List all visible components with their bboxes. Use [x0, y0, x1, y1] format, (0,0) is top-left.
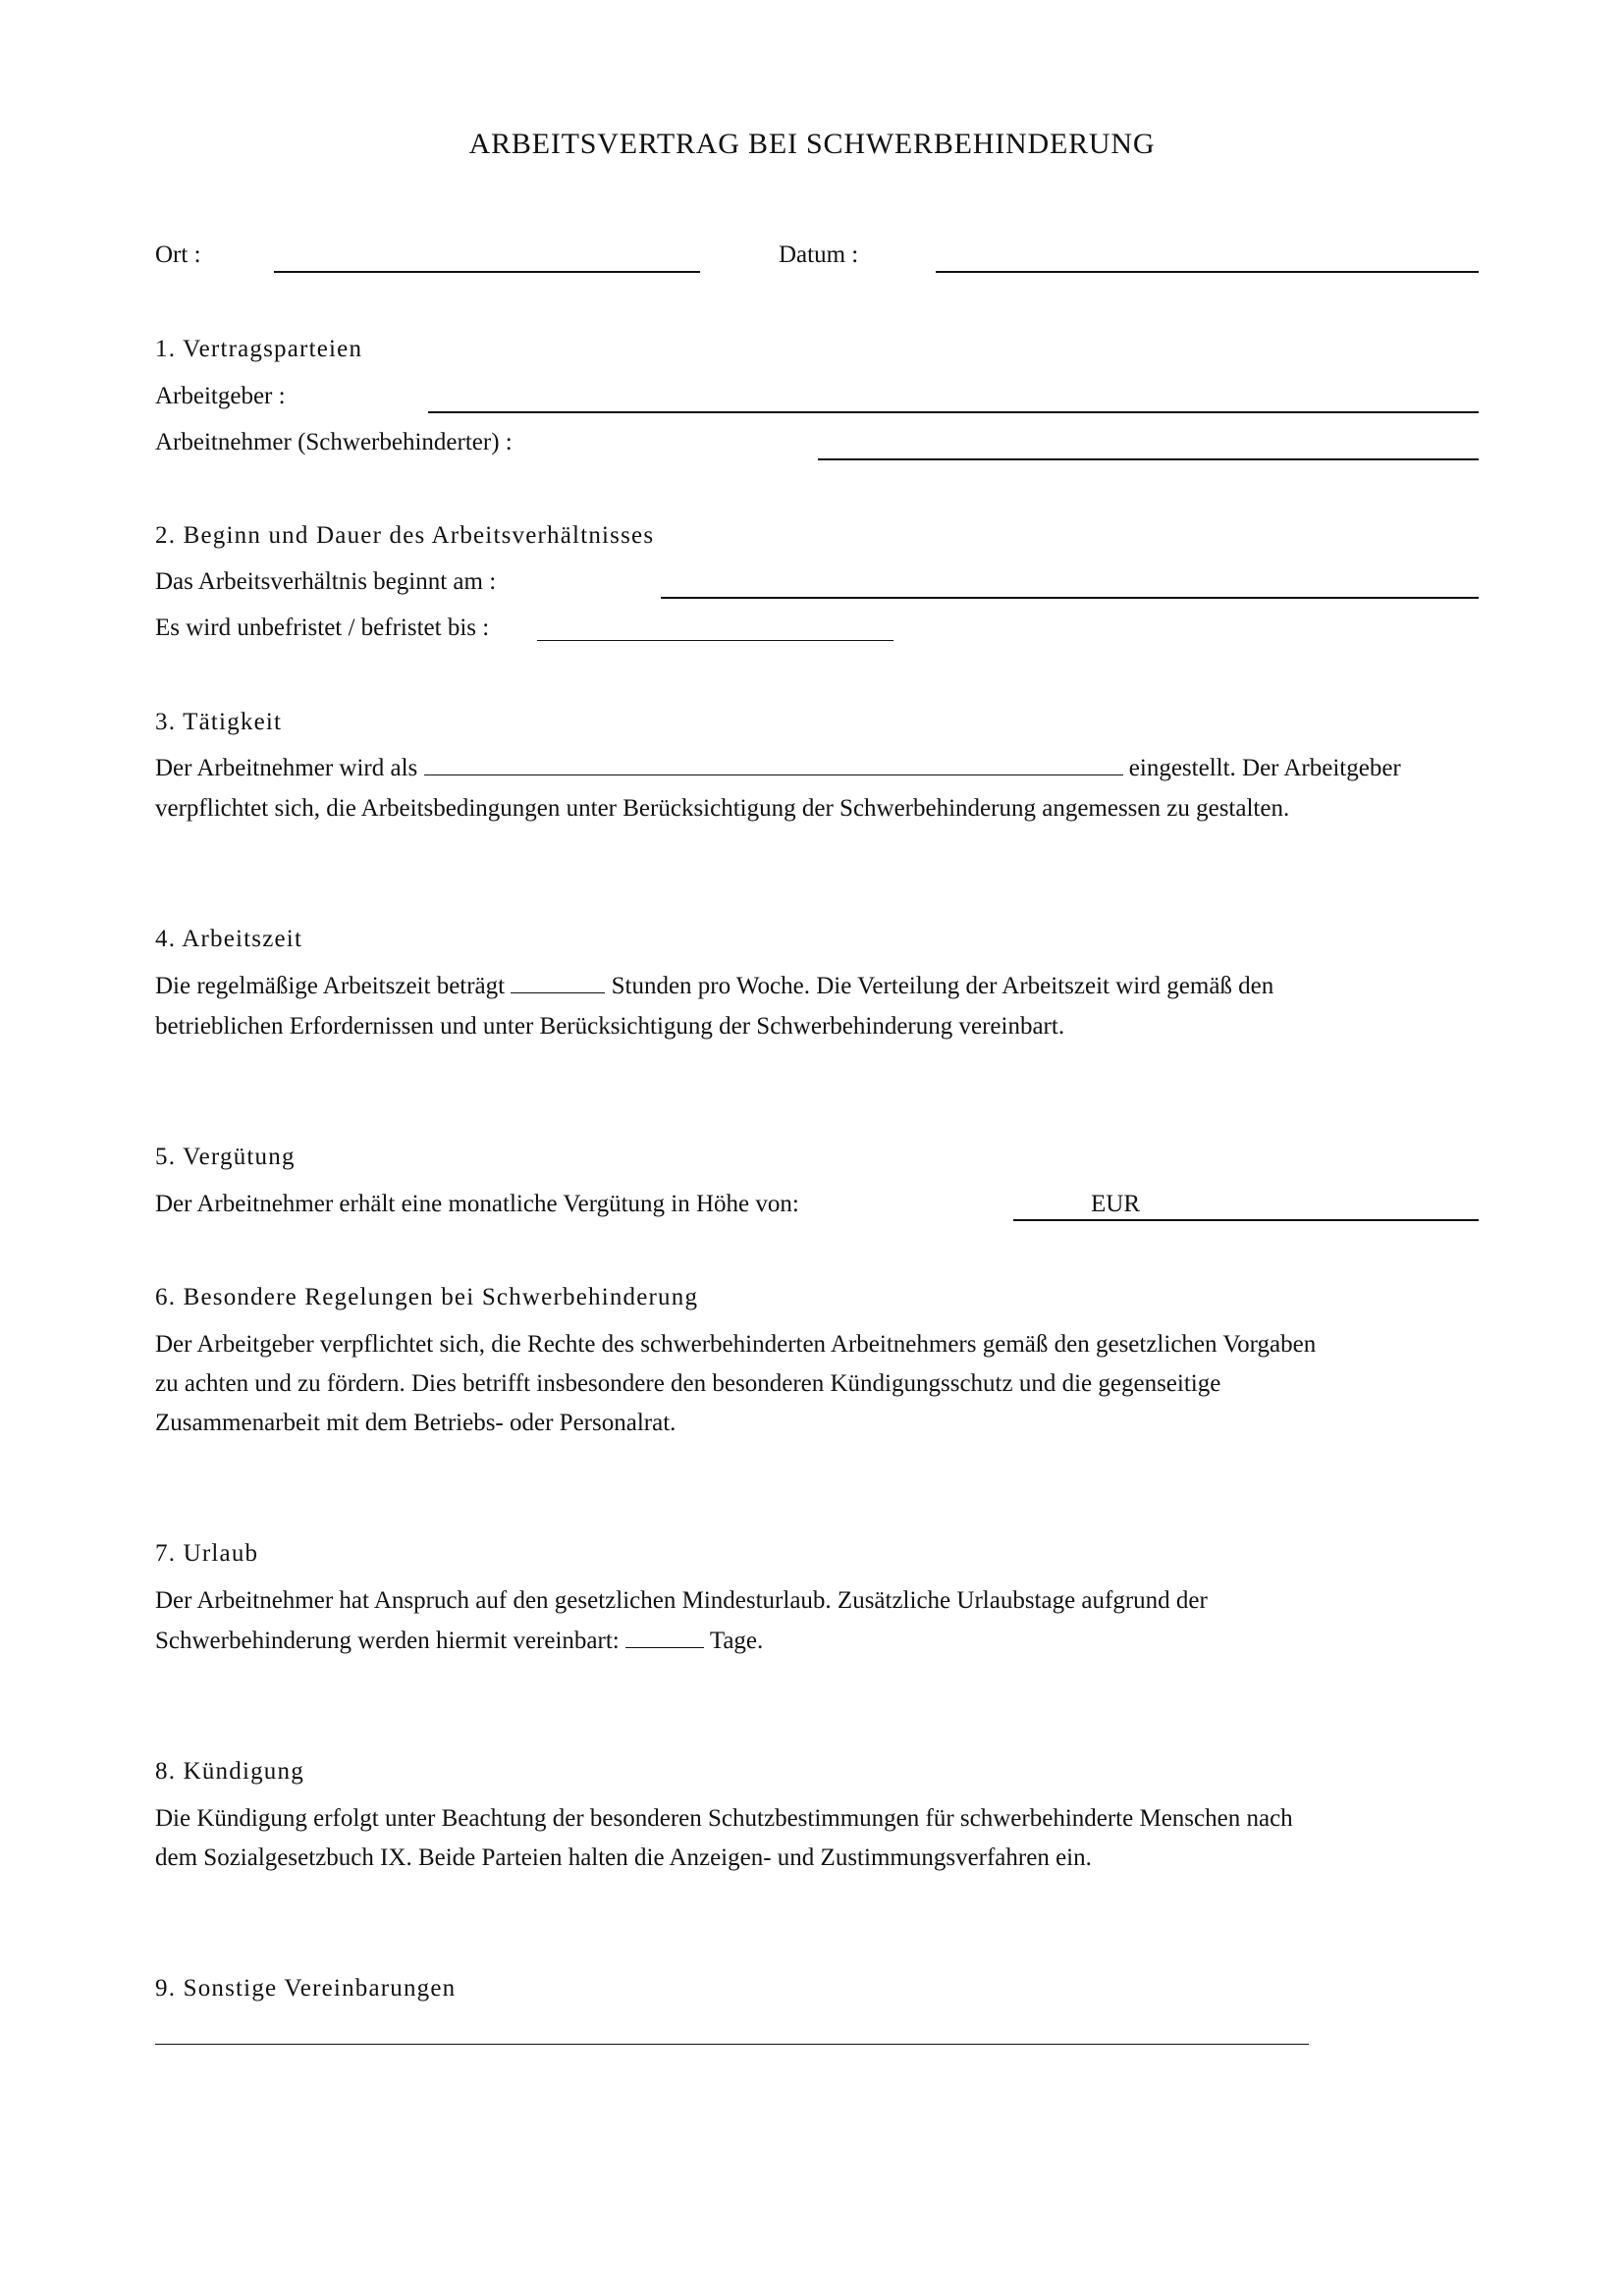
section-6-heading: 6. Besondere Regelungen bei Schwerbehinderung	[155, 1284, 699, 1310]
befristet-field[interactable]	[537, 640, 893, 641]
verguetung-text: Der Arbeitnehmer erhält eine monatliche Vergütung in Höhe von:	[155, 1191, 799, 1217]
document-title: ARBEITSVERTRAG BEI SCHWERBEHINDERUNG	[468, 128, 1156, 160]
section-7-line-1: Der Arbeitnehmer hat Anspruch auf den gesetzlichen Mindesturlaub. Zusätzliche Urlaubstage aufgrund der	[155, 1587, 1208, 1614]
arbeitnehmer-field[interactable]	[818, 458, 1479, 460]
section-4-line-1	[155, 974, 1273, 998]
section-9-heading: 9. Sonstige Vereinbarungen	[155, 1975, 457, 2002]
section-2-heading: 2. Beginn und Dauer des Arbeitsverhältnisses	[155, 522, 655, 549]
arbeitszeit-text-before: Die regelmäßige Arbeitszeit beträgt	[155, 973, 506, 999]
beginn-label: Das Arbeitsverhältnis beginnt am :	[155, 568, 497, 595]
section-7-line-2	[155, 1629, 763, 1653]
section-8-line-2: dem Sozialgesetzbuch IX. Beide Parteien halten die Anzeigen- und Zustimmungsverfahren ein.	[155, 1844, 1092, 1871]
section-3-line-2: verpflichtet sich, die Arbeitsbedingungen unter Berücksichtigung der Schwerbehinderung angemessen zu gestalten.	[155, 795, 1290, 822]
beginn-field[interactable]	[661, 597, 1479, 599]
section-6-line-3: Zusammenarbeit mit dem Betriebs- oder Personalrat.	[155, 1410, 677, 1436]
arbeitnehmer-label: Arbeitnehmer (Schwerbehinderter) :	[155, 429, 513, 455]
urlaub-text-before: Schwerbehinderung werden hiermit vereinbart:	[155, 1628, 620, 1654]
datum-field[interactable]	[936, 271, 1479, 273]
sonstige-vereinbarungen-field[interactable]	[155, 2044, 1309, 2045]
section-6-line-2: zu achten und zu fördern. Dies betrifft insbesondere den besonderen Kündigungsschutz und die gegenseitige	[155, 1370, 1221, 1397]
currency-label: EUR	[1091, 1191, 1140, 1217]
datum-label: Datum :	[779, 241, 859, 268]
arbeitgeber-label: Arbeitgeber :	[155, 383, 286, 409]
section-3-line-1	[155, 756, 1401, 780]
section-8-line-1: Die Kündigung erfolgt unter Beachtung der besonderen Schutzbestimmungen für schwerbehinderte Menschen nach	[155, 1805, 1293, 1832]
section-7-heading: 7. Urlaub	[155, 1540, 259, 1567]
section-4-heading: 4. Arbeitszeit	[155, 926, 303, 952]
section-3-heading: 3. Tätigkeit	[155, 709, 283, 735]
ort-field[interactable]	[274, 271, 700, 273]
section-8-heading: 8. Kündigung	[155, 1758, 304, 1785]
urlaubstage-field[interactable]	[625, 1629, 704, 1648]
arbeitszeit-text-after: Stunden pro Woche. Die Verteilung der Arbeitszeit wird gemäß den	[611, 973, 1274, 999]
section-6-line-1: Der Arbeitgeber verpflichtet sich, die Rechte des schwerbehinderten Arbeitnehmers gemäß den gesetzlichen Vorgaben	[155, 1331, 1317, 1358]
stunden-field[interactable]	[511, 975, 605, 993]
ort-label: Ort :	[155, 241, 201, 268]
urlaub-text-after: Tage.	[709, 1628, 764, 1654]
arbeitgeber-field[interactable]	[428, 411, 1479, 413]
section-4-line-2: betrieblichen Erfordernissen und unter Berücksichtigung der Schwerbehinderung vereinbart.	[155, 1013, 1065, 1040]
section-5-heading: 5. Vergütung	[155, 1144, 296, 1170]
verguetung-field[interactable]	[1013, 1219, 1479, 1221]
taetigkeit-text-before: Der Arbeitnehmer wird als	[155, 755, 418, 781]
section-1-heading: 1. Vertragsparteien	[155, 336, 363, 362]
befristet-label: Es wird unbefristet / befristet bis :	[155, 614, 490, 641]
taetigkeit-field[interactable]	[424, 757, 1123, 775]
taetigkeit-text-after: eingestellt. Der Arbeitgeber	[1128, 755, 1401, 781]
